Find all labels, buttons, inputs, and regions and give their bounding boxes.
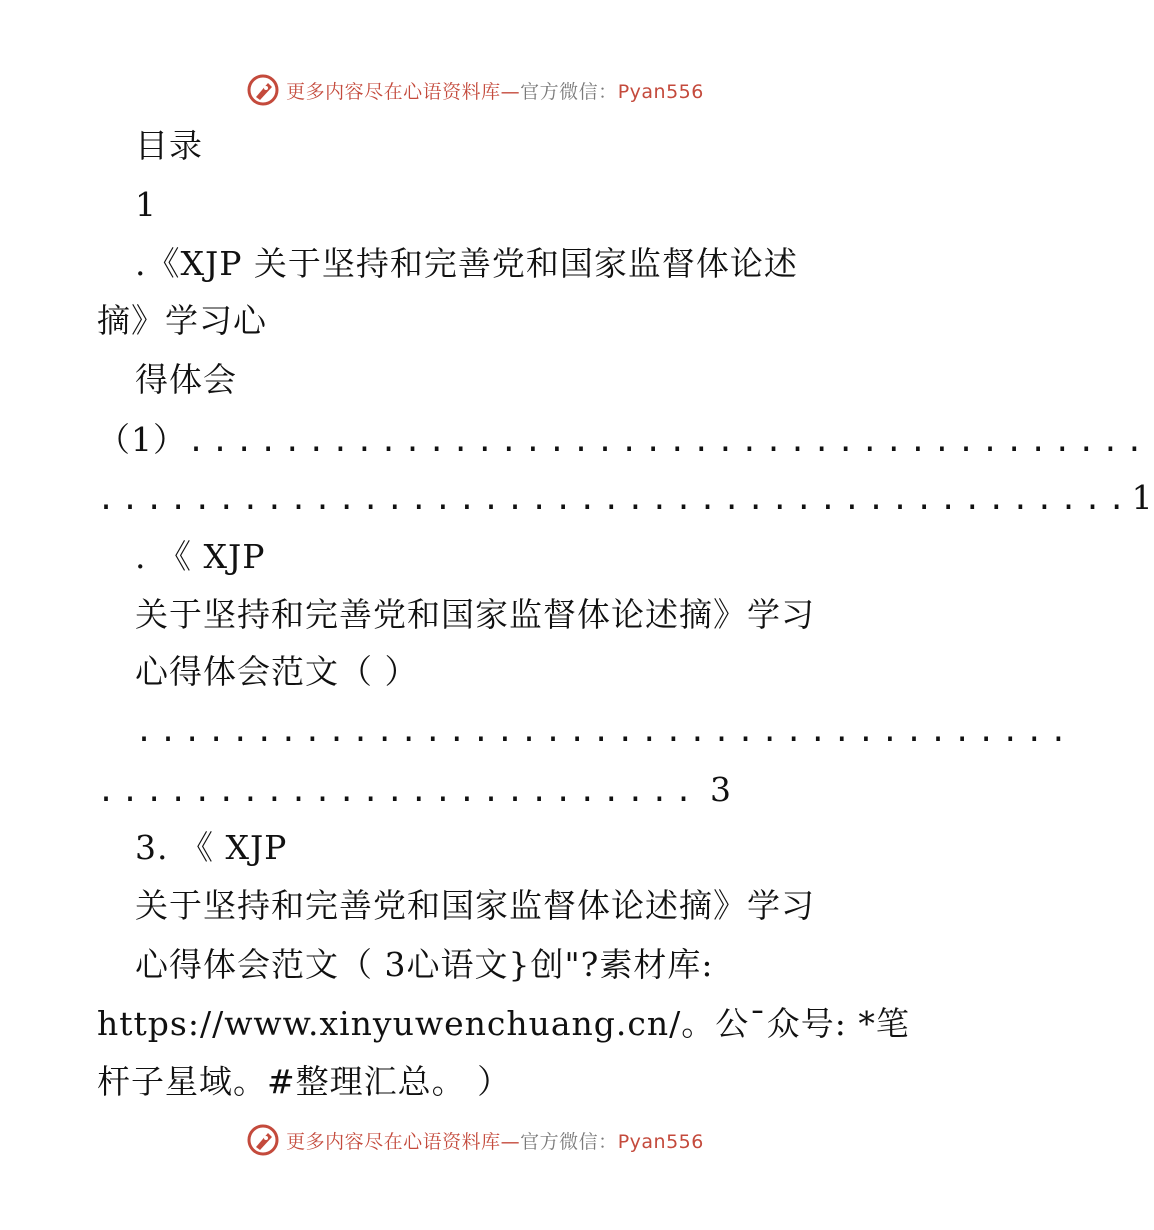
- toc-line: 关于坚持和完善党和国家监督体论述摘》学习: [135, 886, 815, 925]
- toc-leader-dots: ...........................................: [97, 482, 1132, 517]
- toc-entry-1-page: [97, 478, 1154, 518]
- banner-text: 更多内容尽在心语资料库—官方微信：Pyan556: [286, 80, 704, 103]
- toc-line: 心得体会范文（ 3心语文}创"?素材库:: [135, 945, 714, 984]
- toc-line: 3. 《 XJP: [135, 828, 288, 867]
- toc-line: 得体会: [135, 360, 237, 399]
- toc-entry-number: （1）: [97, 420, 187, 459]
- pen-nib-seal-icon: [246, 73, 280, 107]
- toc-line: . 《 XJP: [135, 537, 266, 576]
- footer-banner: [0, 1120, 950, 1160]
- toc-line: 摘》学习心: [97, 301, 267, 340]
- toc-title: 目录: [135, 126, 203, 165]
- toc-leader-dots: ........................................: [187, 424, 1150, 459]
- header-banner: [0, 70, 950, 110]
- toc-line: .《XJP 关于坚持和完善党和国家监督体论述: [135, 244, 798, 283]
- toc-page-number: 1: [1131, 478, 1154, 517]
- toc-leader-dots: .......................................: [135, 714, 1074, 749]
- toc-leader-dots: .........................: [97, 774, 699, 809]
- toc-line: 1: [135, 185, 157, 224]
- toc-entry-1: [97, 420, 1149, 460]
- toc-line: 关于坚持和完善党和国家监督体论述摘》学习: [135, 595, 815, 634]
- pen-nib-seal-icon: [246, 1123, 280, 1157]
- toc-line: https://www.xinyuwenchuang.cn/。公¯众号: *笔: [97, 1004, 910, 1043]
- toc-line: 杆子星域。#整理汇总。 ）: [97, 1062, 512, 1101]
- banner-text: 更多内容尽在心语资料库—官方微信：Pyan556: [286, 1130, 704, 1153]
- toc-entry-2-page: [97, 770, 732, 810]
- toc-line: 心得体会范文（ ）: [135, 652, 419, 691]
- toc-page-number: 3: [710, 770, 733, 809]
